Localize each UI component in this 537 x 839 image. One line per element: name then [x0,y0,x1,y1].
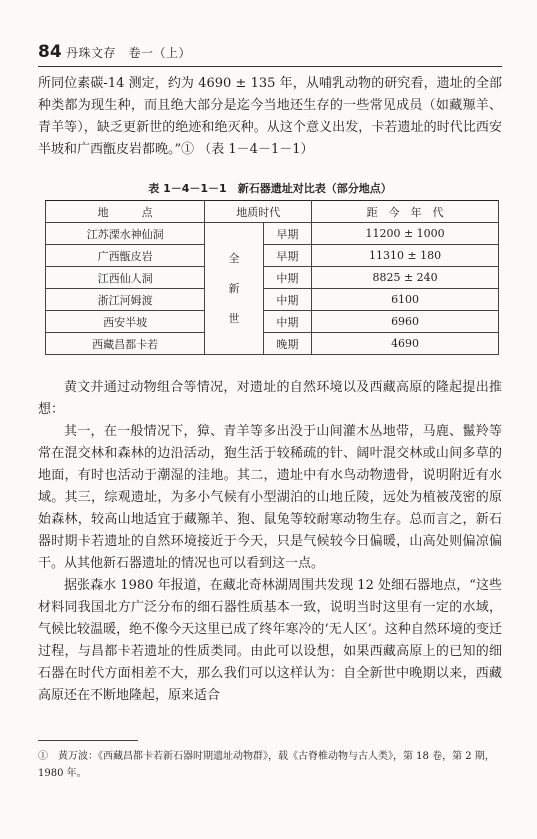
cell-stage: 中期 [263,289,311,311]
paragraph-microlith: 据张森水 1980 年报道，在藏北奇林湖周围共发现 12 处细石器地点，“这些材料同我国北方广泛分布的细石器性质基本一致，说明当时这里有一定的水域，气候比较温暖，绝不像今天这里已成了终年寒冷的‘无人区’。这种自然环境的变迁过程，与昌都卡若遗址的性质类同。由此可以设想，如果西藏高原上的已知的细石器在时代方面相差不大，那么我们可以这样认为：自全新世中晚期以来，西藏高原还在不断地隆起，原来适合 [38,578,502,703]
table-row [46,289,499,311]
body-text [38,377,502,707]
table-caption: 表 1－4－1－1 新石器遗址对比表（部分地点） [148,182,392,195]
footnote-rule [38,740,138,741]
cell-site: 浙江河姆渡 [46,289,205,311]
table-row [46,311,499,333]
cell-stage: 晚期 [263,333,311,355]
period-char-3: 世 [228,311,240,325]
period-char-2: 新 [228,281,240,295]
cell-age: 6100 [312,289,499,311]
cell-site: 西藏昌都卡若 [46,333,205,355]
cell-stage: 早期 [263,245,311,267]
cell-age: 4690 [312,333,499,355]
table-row [46,223,499,245]
table-row [46,245,499,267]
header-age: 距 今 年 代 [312,201,499,223]
cell-age: 8825 ± 240 [312,267,499,289]
paragraph-inference: 黄文并通过动物组合等情况，对遗址的自然环境以及西藏高原的隆起提出推想： [38,380,502,417]
comparison-table [45,200,499,355]
cell-site: 江西仙人洞 [46,267,205,289]
cell-age: 6960 [312,311,499,333]
header-site: 地 点 [46,201,205,223]
table-header-row [46,201,499,223]
paragraph-environment: 其一，在一般情况下，獐、青羊等多出没于山间灌木丛地带，马鹿、鬣羚等常在混交林和森林的边沿活动，狍生活于较稀疏的针、阔叶混交林或山间多草的地面，有时也活动于潮湿的洼地。其二，遗址中有水鸟动物遗骨，说明附近有水域。其三，综观遗址，为多小气候有小型湖泊的山地丘陵，远处为植被茂密的原始森林，较高山地适宜于藏羱羊、狍、鼠兔等较耐寒动物生存。总而言之，新石器时期卡若遗址的自然环境接近于今天，只是气候较今日偏暖，山高处则偏凉偏干。从其他新石器遗址的情况也可以看到这一点。 [38,424,502,571]
running-title: 丹珠文存 卷一（上） [66,46,192,60]
cell-period [205,223,263,355]
cell-site: 江苏溧水神仙洞 [46,223,205,245]
cell-age: 11200 ± 1000 [312,223,499,245]
intro-paragraph [38,73,502,161]
table-row [46,333,499,355]
cell-site: 西安半坡 [46,311,205,333]
intro-text: 所同位素碳-14 测定，约为 4690 ± 135 年，从哺乳动物的研究看，遗址的全部种类都为现生种，而且绝大部分是迄今当地还生存的一些常见成员（如藏羱羊、青羊等），缺乏更新世的绝迹和绝灭种。从这个意义出发，卡若遗址的时代比西安半坡和广西甑皮岩都晚。”① （表 1－4－1－1） [38,76,502,157]
footnote: ① 黄万波：《西藏昌都卡若新石器时期遗址动物群》，载《古脊椎动物与古人类》，第 18 卷，第 2 期，1980 年。 [38,751,495,779]
page-header [38,42,508,66]
table-row [46,267,499,289]
cell-stage: 中期 [263,267,311,289]
cell-stage: 中期 [263,311,311,333]
cell-site: 广西甑皮岩 [46,245,205,267]
page-number: 84 [38,42,62,62]
cell-stage: 早期 [263,223,311,245]
header-geo: 地质时代 [205,201,312,223]
header-rule [38,66,502,67]
period-char-1: 全 [228,251,240,265]
cell-age: 11310 ± 180 [312,245,499,267]
